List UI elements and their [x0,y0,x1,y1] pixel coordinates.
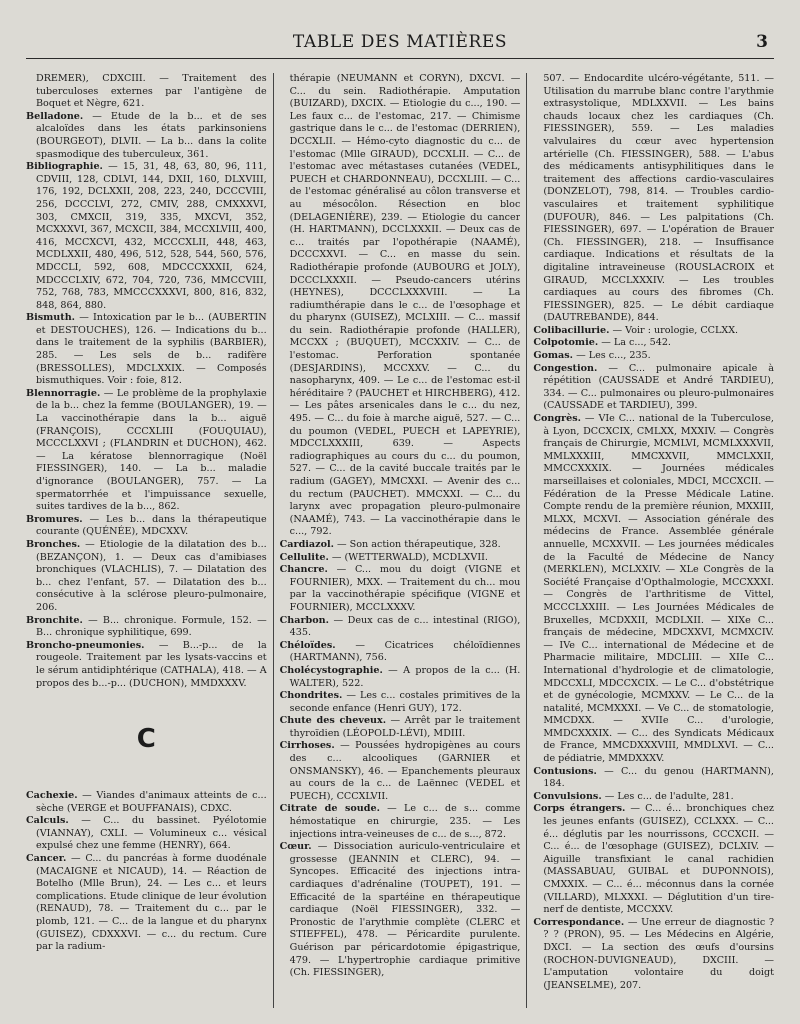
entry-text: — Viandes d'animaux atteints de c... sèche (VERGE et BOUFFANAIS), CDXC. [36,790,267,814]
entry-heading: Corps étrangers. [533,803,626,815]
index-entry [280,539,521,552]
entry-text: — B...-p... de la rougeole. Traitement par les lysats-vaccins et le sérum antidiphtérique (CATHALA), 418. — A propos des b...-p... (DUCHON), MMDXXXV. [36,639,267,689]
entry-text: — Le c... de s... comme hémostatique en chirurgie, 235. — Les injections intra-veineuses de c... de s..., 872. [289,803,521,840]
entry-text: — Le problème de la prophylaxie de la b... chez la femme (BOULANGER), 19. — La vaccinothérapie dans la b... aiguë (FRANÇOIS), CCCXLIII (FOUQUIAU), MCCCLXXVI ; (FLANDRIN et DUCHON), 462. — La kératose blennorragique (Noël FIESSINGER), 140. — La b... maladie d'ignorance (BOULANGER), 757. — La spermatorrhée et l'impuissance sexuelle, suites tardives de la b..., 862. [36,387,267,513]
section-letter: C [136,724,156,755]
entry-text: — Poussées hydropigènes au cours des c... alcooliques (GARNIER et ONSMANSKY), 46. — Epanchements pleuraux au cours de la c... de Laënnec (VEDEL et PUECH), CCCXLVII. [289,740,521,802]
index-entry [280,690,521,715]
entry-text: — (WETTERWALD), MCDLXVII. [328,551,488,563]
entry-heading: Blennorragie. [26,387,101,399]
index-entry [26,790,267,815]
index-entry [280,615,521,640]
entry-heading: Calculs. [26,815,69,827]
entry-heading: Charbon. [279,614,329,626]
entry-text: 507. — Endocardite ulcéro-végétante, 511. — Utilisation du marrube blanc contre l'arythmie extrasystolique, MDLXXVII. — Les bains chauds locaux chez les cardiaques (Ch. FIESSINGER), 559. — Les maladies valvulaires du cœur avec hypertension artérielle (Ch. FIESSINGER), 588. — L'abus des médicaments antisyphilitiques dans le traitement des affections cardio-vasculaires (DONZELOT), 798, 814. — Troubles cardio-vasculaires et traitement syphilitique (DUFOUR), 846. — Les palpitations (Ch. FIESSINGER), 697. — L'opération de Brauer (Ch. FIESSINGER), 218. — Insuffisance cardiaque. Indications et résultats de la digitaline intraveineuse (ROUSLACROIX et GIRAUD, MCCLXXXIV. — Les troubles cardiaques au cours des fibromes (Ch. FIESSINGER), 825. — Le débit cardiaque (DAUTREBANDE), 844. [543,73,774,324]
index-entry [26,514,267,539]
entry-heading: Chéloïdes. [279,639,336,651]
index-entry [280,640,521,665]
entry-text: — Les b... dans la thérapeutique courante (QUÉNÉE), MDCXXV. [36,513,267,538]
index-entry [533,766,774,791]
entry-heading: Correspondance. [533,916,625,928]
index-entry [280,73,521,539]
entry-heading: Colibacillurie. [533,324,610,336]
entry-heading: Citrate de soude. [279,803,380,815]
entry-heading: Congestion. [533,362,598,374]
index-entry [533,73,774,325]
entry-text: — C... mou du doigt (VIGNE et FOURNIER), MXX. — Traitement du ch... mou par la vaccinothérapie spécifique (VIGNE et FOURNIER), MCCLXXXV. [289,564,521,613]
index-entry [533,363,774,413]
entry-text: — Les c..., 235. [573,350,651,362]
entry-text: — Une erreur de diagnostic ? ? ? (PRON), 95. — Les Médecins en Algérie, DXCI. — La section des œufs d'oursins (ROCHON-DUVIGNEAUD), DXCIII. — L'amputation volontaire du doigt (JEANSELME), 207. [543,916,774,991]
index-entry [280,665,521,690]
entry-heading: Chancre. [279,564,328,576]
entry-heading: Gomas. [533,350,574,362]
index-entry [26,539,267,615]
entry-heading: Bronches. [26,538,81,550]
entry-heading: Cardiazol. [279,538,334,550]
entry-text: — Intoxication par le b... (AUBERTIN et DESTOUCHES), 126. — Indications du b... dans le traitement de la syphilis (BARBIER), 285. — Les sels de b... radifère (BRESSOLLES), MDCLXXIX. — Composés bismuthiques. Voir : foie, 812. [36,312,267,387]
entry-text: — Son action thérapeutique, 328. [333,538,501,550]
entry-heading: Contusions. [533,765,597,777]
entry-text: — Les c... costales primitives de la seconde enfance (Henri GUY), 172. [289,690,521,714]
index-entry [533,917,774,993]
entry-text: — VIe C... national de la Tuberculose, à Lyon, DCCXCIX, CMLXX, MXXIV. — Congrès français de Chirurgie, MCMLVI, MCMLXXXVII, MMLXXXIII, MMCXXVII, MMCLXXII, MMCCXXXIX. — Journées médicales marseillaises et coloniales, MDCI, MCCXCII. — Fédération de la Presse Médicale Latine. Compte rendu de la première réunion, MXXIII, MLXX, MCXVI. — Association générale des médecins de France. Assemblée générale annuelle, MCXXVII. — Les journées médicales de la Faculté de Médecine de Nancy (MERKLEN), MCLXXIV. — XLe Congrès de la Société Française d'Opthalmologie, MCCXXXI. — Congrès de l'arthritisme de Vittel, MCCCLXXIII. — Les Journées Médicales de Bruxelles, MCDXXII, MCDLXII. — XIXe C... français de médecine, MDCXXVI, MCMXCIV. — IVe C... international de Médecine et de Pharmacie militaire, MDCLIII. — XIIe C... International d'hydrologie et de climatologie, MDCCXLI, MDCCXCIX. — Le C... d'obstétrique et de gynécologie, MCMXXV. — Le C... de la natalité, MCMXXXI. — Ve C... de stomatologie, MMCDXX. — XVIIe C... d'urologie, MMDCXXXIX. — C... des Syndicats Médicaux de France, MMCDXXXVIII, MMDLXVI. — C... de pédiatrie, MMDXXXV. [543,413,774,765]
index-entry [533,325,774,338]
entry-text: — Etiologie de la dilatation des b... (BEZANÇON), 1. — Deux cas d'amibiases bronchiques (VLACHLIS), 7. — Dilatation des b... chez l'enfant, 57. — Dilatation des b... consécutive à la sclérose pleuro-pulmonaire, 206. [36,538,267,613]
index-entry [26,853,267,954]
entry-text: — Les c... de l'adulte, 281. [601,790,734,802]
entry-text: — Arrêt par le traitement thyroïdien (LÉOPOLD-LÉVI), MDIII. [289,715,521,739]
index-entry [533,413,774,766]
column-divider [273,73,274,1008]
entry-text: — C... du pancréas à forme duodénale (MACAIGNE et NICAUD), 14. — Réaction de Botelho (Mlle Brun), 24. — Les c... et leurs complications. Etude clinique de leur évolution (RENAUD), 78. — Traitement du c... par le plomb, 121. — C... de la langue et du pharynx (GUISEZ), CDXXXVI. — c... du rectum. Cure par la radium- [36,853,267,953]
entry-text: — C... pulmonaire apicale à répétition (CAUSSADE et André TARDIEU), 334. — C... pulmonaires ou pleuro-pulmonaires (CAUSSADE et TARDIEU), 399. [543,362,774,412]
entry-text: — C... é... bronchiques chez les jeunes enfants (GUISEZ), CCLXXX. — C... é... déglutis par les nourrissons, CCCXCII. — C... é... de l'œsophage (GUISEZ), DCLXIV. — Aiguille transfixiant le canal rachidien (MASSABUAU, GUIBAL et DUPONNOIS), CMXXIX. — C... é... méconnus dans la cornée (VILLARD), MLXXXI. — Déglutition d'un tire-nerf de dentiste, MCCXXV. [543,803,774,916]
index-entry [26,73,267,111]
page-header [26,30,774,59]
entry-text: — A propos de la c... (H. WALTER), 522. [289,664,521,689]
index-column-1 [26,73,267,1008]
index-entry [280,564,521,614]
entry-heading: Congrès. [533,413,581,425]
index-entry [280,715,521,740]
entry-heading: Chondrites. [279,690,343,702]
index-column-2 [280,73,521,1008]
index-column-3 [533,73,774,1008]
index-entry [533,350,774,363]
entry-heading: Convulsions. [533,790,602,802]
index-entry [26,640,267,690]
entry-text: thérapie (NEUMANN et CORYN), DXCVI. — C... du sein. Radiothérapie. Amputation (BUIZARD), DXCIX. — Etiologie du c..., 190. — Les faux c... de l'estomac, 217. — Chimisme gastrique dans le c... de l'estomac (DERRIEN), DCCXLII. — Hémo-cyto diagnostic du c... de l'estomac (Mlle GIRAUD), DCCXLII. — C... de l'estomac avec métastases cutanées (VEDEL, PUECH et CHARDONNEAU), DCCXLIII. — C... de l'estomac généralisé au côlon transverse et au mésocôlon. Résection en bloc (DELAGENIÈRE), 239. — Etiologie du cancer (H. HARTMANN), DCCLXXXII. — Deux cas de c... traités par l'opothérapie (NAAMÉ), DCCCXXVI. — C... en masse du sein. Radiothérapie profonde (AUBOURG et JOLY), DCCCLXXXII. — Pseudo-cancers utérins (HEYNES), DCCCLXXXVIII. — La radiumthérapie dans le c... de l'œsophage et du pharynx (GUISEZ), MCLXIII. — C... massif du sein. Radiothérapie profonde (HALLER), MCCXX ; (BUQUET), MCCXXIV. — C... de l'estomac. Perforation spontanée (DESJARDINS), MCCXXV. — C... du nasopharynx, 409. — Le c... de l'estomac est-il héréditaire ? (PAUCHET et HIRCHBERG), 412. — Les pâtes arsenicales dans le c... du nez, 495. — C... du foie à marche aiguë, 527. — C... du poumon (VEDEL, PUECH et LAPEYRIE), MDCCLXXXIII, 639. — Aspects radiographiques au cours du c... du poumon, 527. — C... de la cavité buccale traités par le radium (GAGEY), MMCXXI. — Avenir des c... du rectum (PAUCHET). MMCXXI. — C... du larynx avec propagation pleuro-pulmonaire (NAAMÉ), 743. — La vaccinothérapie dans le c..., 792. [289,73,521,538]
index-entry [280,803,521,841]
entry-text: — Etude de la b... et de ses alcaloïdes dans les états parkinsoniens (BOURGEOT), DLVII. — La b... dans la colite spasmodique des tuberculeux, 361. [36,110,267,160]
entry-heading: Bibliographie. [26,161,103,173]
index-entry [26,815,267,853]
entry-heading: Cœur. [279,841,312,853]
entry-heading: Bromures. [26,513,83,525]
index-entry [280,841,521,980]
entry-text: — La c..., 542. [598,337,671,349]
index-entry [26,111,267,161]
entry-text: — 15, 31, 48, 63, 80, 96, 111, CDVIII, 128, CDLVI, 144, DXII, 160, DLXVIII, 176, 192, DCLXXII, 208, 223, 240, DCCCVIII, 256, DCCCLVI, 272, CMIV, 288, CMXXXVI, 303, CMXCII, 319, 335, MXCVI, 352, MCXXXVI, 367, MCXCII, 384, MCCXLVIII, 400, 416, MCCXCVI, 432, MCCCXLII, 448, 463, MCDLXXII, 480, 496, 512, 528, 544, 560, 576, MDCCLI, 592, 608, MDCCCXXXII, 624, MDCCCLXIV, 672, 704, 720, 736, MMCCVIII, 752, 768, 783, MMCCCXXXVI, 800, 816, 832, 848, 864, 880. [36,161,267,311]
entry-text: — Cicatrices chéloïdiennes (HARTMANN), 756. [289,639,521,664]
entry-heading: Belladone. [26,110,84,122]
entry-heading: Cholécystographie. [279,664,383,676]
page-number: 3 [756,32,768,52]
entry-heading: Chute des cheveux. [279,715,387,727]
column-divider [526,73,527,1008]
index-entry [26,615,267,640]
entry-heading: Cirrhoses. [279,740,335,752]
index-entry [280,740,521,803]
page-title: TABLE DES MATIÈRES [292,32,508,52]
entry-text: — C... du bassinet. Pyélotomie (VIANNAY), CXLI. — Volumineux c... vésical expulsé chez une femme (HENRY), 664. [36,815,267,852]
entry-text: — C... du genou (HARTMANN), 184. [543,765,774,790]
entry-text: DREMER), CDXCIII. — Traitement des tuberculoses externes par l'antigène de Boquet et Nègre, 621. [36,73,267,110]
index-entry [26,161,267,312]
index-entry [533,337,774,350]
index-entry [26,312,267,388]
entry-text: — Deux cas de c... intestinal (RIGO), 435. [289,614,521,639]
entry-heading: Cancer. [26,853,67,865]
entry-text: — B... chronique. Formule, 152. — B... chronique syphilitique, 699. [36,614,267,639]
entry-heading: Bismuth. [26,312,76,324]
index-columns [26,73,774,1008]
entry-heading: Broncho-pneumonies. [26,639,145,651]
index-entry [533,803,774,916]
index-entry [533,791,774,804]
entry-text: — Voir : urologie, CCLXX. [609,324,739,336]
index-entry [280,552,521,565]
entry-heading: Cellulite. [279,551,329,563]
index-entry [26,388,267,514]
entry-text: — Dissociation auriculo-ventriculaire et grossesse (JEANNIN et CLERC), 94. — Syncopes. Efficacité des injections intra-cardiaques d'adrénaline (TOUPET), 191. — Efficacité de la spartéine en thérapeutique cardiaque (Noël FIESSINGER), 332. — Pronostic de l'arythmie complète (CLERC et STIEFFEL), 478. — Péricardite purulente. Guérison par péricardotomie épigastrique, 479. — L'hypertrophie cardiaque primitive (Ch. FIESSINGER), [289,841,521,979]
entry-heading: Cachexie. [26,790,78,802]
entry-heading: Colpotomie. [533,337,599,349]
entry-heading: Bronchite. [26,614,83,626]
